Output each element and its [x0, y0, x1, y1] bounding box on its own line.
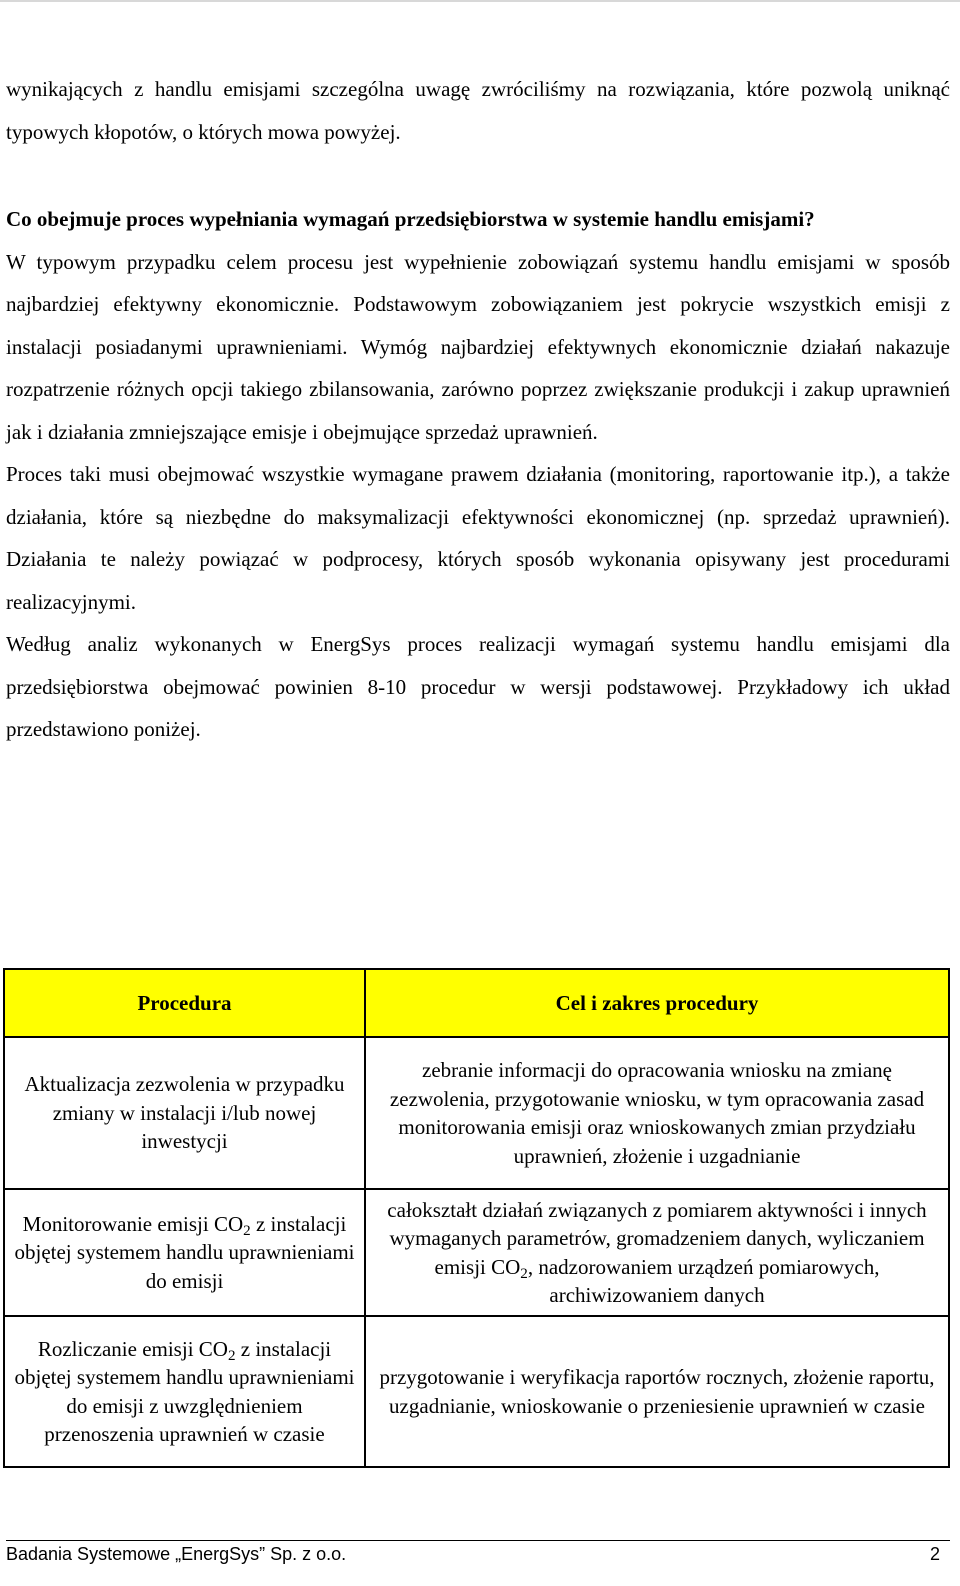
header-procedure: Procedura [4, 969, 365, 1037]
table-row [4, 1189, 949, 1316]
cell-scope: zebranie informacji do opracowania wniosku na zmianę zezwolenia, przygotowanie wniosku, w tym opracowania zasad monitorowania emisji oraz wnioskowanych zmian przydziału uprawnień, złożenie i uzgadnianie [365, 1037, 949, 1189]
text-part: z instalacji objętej systemem handlu uprawnieniami do emisji [14, 1211, 355, 1293]
cell-procedure: Aktualizacja zezwolenia w przypadku zmiany w instalacji i/lub nowej inwestycji [4, 1037, 365, 1189]
footer-rule [6, 1540, 950, 1541]
text-part: Rozliczanie emisji CO [37, 1336, 228, 1361]
page-footer [6, 1543, 950, 1565]
procedures-table [3, 968, 950, 1468]
text-part: całokształt działań związanych z pomiarem aktywności i innych wymaganych parametrów, gromadzeniem danych, wyliczaniem emisji CO [387, 1197, 927, 1279]
text-part: Monitorowanie emisji CO [22, 1211, 244, 1236]
paragraph-process-scope: Proces taki musi obejmować wszystkie wymagane prawem działania (monitoring, raportowanie itp.), a także działania, które są niezbędne do maksymalizacji efektywności ekonomicznej (np. sprzedaż uprawnień). Działania te należy powiązać w podprocesy, których sposób wykonania opisywany jest procedurami realizacyjnymi. [6, 462, 950, 614]
paragraph-process-goal: W typowym przypadku celem procesu jest wypełnienie zobowiązań systemu handlu emisjami w sposób najbardziej efektywny ekonomicznie. Podstawowym zobowiązaniem jest pokrycie wszystkich emisji z instalacji posiadanymi uprawnieniami. Wymóg najbardziej efektywnych ekonomicznie działań nakazuje rozpatrzenie różnych opcji takiego zbilansowania, zarówno poprzez zwiększanie produkcji i zakup uprawnień jak i działania zmniejszające emisje i obejmujące sprzedaż uprawnień. [6, 249, 950, 444]
cell-procedure [4, 1316, 365, 1467]
text-part: z instalacji objętej systemem handlu uprawnieniami do emisji z uwzględnieniem przenoszenia uprawnień w czasie [14, 1336, 355, 1446]
subscript: 2 [243, 1222, 251, 1239]
text-part: , nadzorowaniem urządzeń pomiarowych, archiwizowaniem danych [527, 1254, 880, 1307]
page-number: 2 [929, 1544, 940, 1564]
footer-company: Badania Systemowe „EnergSys” Sp. z o.o. [6, 1544, 347, 1564]
document-body [6, 68, 950, 751]
paragraph-intro: wynikających z handlu emisjami szczególna uwagę zwróciliśmy na rozwiązania, które pozwolą uniknąć typowych kłopotów, o których mowa powyżej. [6, 77, 950, 144]
cell-procedure [4, 1189, 365, 1316]
cell-scope [365, 1189, 949, 1316]
header-scope: Cel i zakres procedury [365, 969, 949, 1037]
subscript: 2 [520, 1265, 528, 1282]
table-row [4, 1037, 949, 1189]
subscript: 2 [227, 1347, 236, 1364]
cell-scope: przygotowanie i weryfikacja raportów rocznych, złożenie raportu, uzgadnianie, wnioskowanie o przeniesienie uprawnień w czasie [365, 1316, 949, 1467]
section-heading: Co obejmuje proces wypełniania wymagań przedsiębiorstwa w systemie handlu emisjami? [6, 207, 815, 231]
table-header-row [4, 969, 949, 1037]
top-rule [0, 0, 960, 2]
paragraph-energsys-analysis: Według analiz wykonanych w EnergSys proces realizacji wymagań systemu handlu emisjami dla przedsiębiorstwa obejmować powinien 8-10 procedur w wersji podstawowej. Przykładowy ich układ przedstawiono poniżej. [6, 632, 950, 741]
table-row [4, 1316, 949, 1467]
